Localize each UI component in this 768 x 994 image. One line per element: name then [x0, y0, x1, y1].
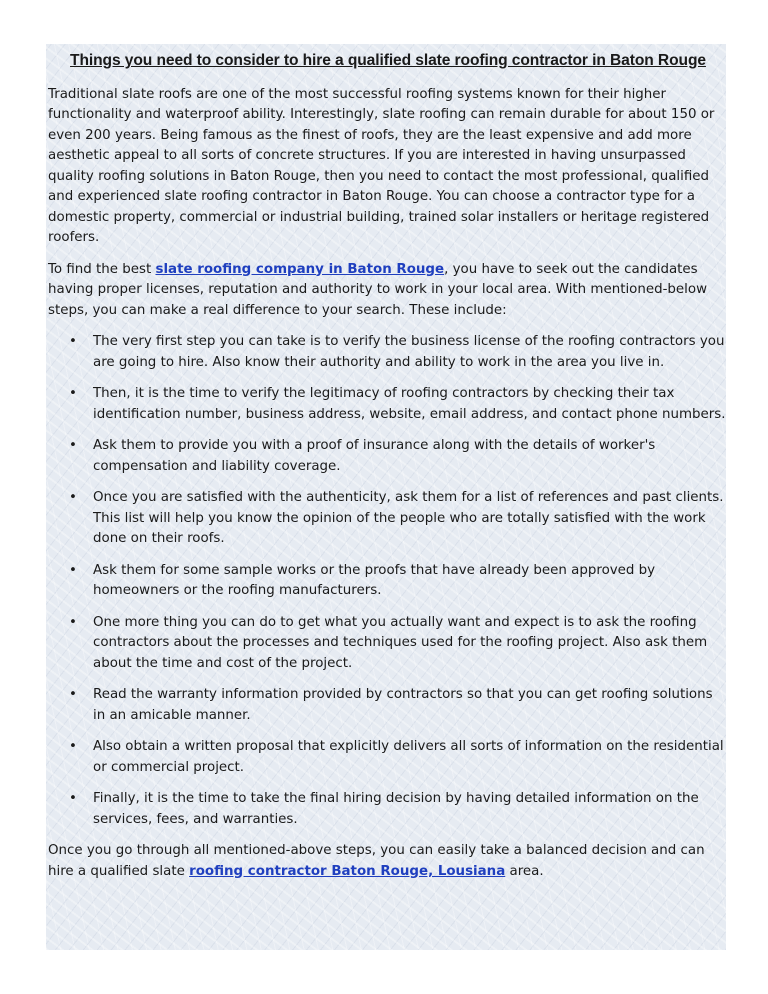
list-item: [69, 488, 728, 550]
bullet-icon: •: [69, 791, 77, 806]
bullet-icon: •: [69, 386, 77, 401]
closing-paragraph-tail: area.: [505, 863, 544, 879]
bullet-icon: •: [69, 490, 77, 505]
list-item-text: One more thing you can do to get what you actually want and expect is to ask the roofing contractors about the processes and techniques used for the roofing project. Also ask them about the time and cost of the project.: [93, 614, 708, 671]
list-item: [69, 384, 728, 425]
search-paragraph-tail: , you have to seek out the candidates having proper licenses, reputation and authority to work in your local area. With mentioned-below steps, you can make a real difference to your search. These include:: [48, 261, 708, 318]
bullet-icon: •: [69, 438, 77, 453]
bullet-icon: •: [69, 334, 77, 349]
search-paragraph-lead: To find the best: [48, 261, 156, 277]
bullet-icon: •: [69, 562, 77, 578]
list-item-text: Also obtain a written proposal that explicitly delivers all sorts of information on the residential or commercial project.: [93, 739, 724, 775]
closing-paragraph: [48, 841, 728, 882]
intro-paragraph: Traditional slate roofs are one of the most successful roofing systems known for their higher functionality and waterproof ability. Interestingly, slate roofing can remain durable for about 150 or even 200 years. Being famous as the finest of roofs, they are the least expensive and add more aesthetic appeal to all sorts of concrete structures. If you are interested in having unsurpassed quality roofing solutions in Baton Rouge, then you need to contact the most professional, qualified and experienced slate roofing contractor in Baton Rouge. You can choose a contractor type for a domestic property, commercial or industrial building, trained solar installers or heritage registered roofers.: [48, 86, 715, 245]
list-item: [69, 789, 728, 830]
list-item-text: Then, it is the time to verify the legitimacy of roofing contractors by checking their tax identification number, business address, website, email address, and contact phone numbers.: [93, 386, 726, 422]
list-item: [69, 613, 728, 675]
bullet-icon: •: [69, 687, 77, 702]
list-item-text: Finally, it is the time to take the final hiring decision by having detailed information on the services, fees, and warranties.: [93, 791, 699, 827]
list-item: [69, 737, 728, 778]
list-item-text: Ask them for some sample works or the proofs that have already been approved by homeowners or the roofing manufacturers.: [93, 562, 656, 598]
steps-list: [48, 332, 728, 830]
bullet-icon: •: [69, 739, 77, 754]
list-item-text: Ask them to provide you with a proof of insurance along with the details of worker's compensation and liability coverage.: [93, 438, 656, 474]
slate-roofing-company-link[interactable]: slate roofing company in Baton Rouge: [155, 261, 445, 277]
list-item-text: Read the warranty information provided by contractors so that you can get roofing solutions in an amicable manner.: [93, 687, 713, 723]
closing-paragraph-lead: Once you go through all mentioned-above steps, you can easily take a balanced decision and can hire a qualified slate: [48, 843, 705, 879]
list-item: [69, 436, 728, 477]
list-item-text: Once you are satisfied with the authenticity, ask them for a list of references and past clients. This list will help you know the opinion of the people who are totally satisfied with the work done on their roofs.: [93, 490, 724, 546]
roofing-contractor-link[interactable]: roofing contractor Baton Rouge, Lousiana: [189, 863, 506, 879]
list-item: [69, 685, 728, 726]
bullet-icon: •: [69, 614, 77, 630]
search-paragraph: [48, 260, 728, 322]
list-item: [69, 332, 728, 373]
document-title: Things you need to consider to hire a qualified slate roofing contractor in Baton Rouge: [70, 52, 706, 69]
list-item-text: The very first step you can take is to verify the business license of the roofing contractors you are going to hire. Also know their authority and ability to work in the area you live in.: [93, 334, 725, 370]
document-body: [48, 48, 728, 893]
list-item: [69, 561, 728, 602]
